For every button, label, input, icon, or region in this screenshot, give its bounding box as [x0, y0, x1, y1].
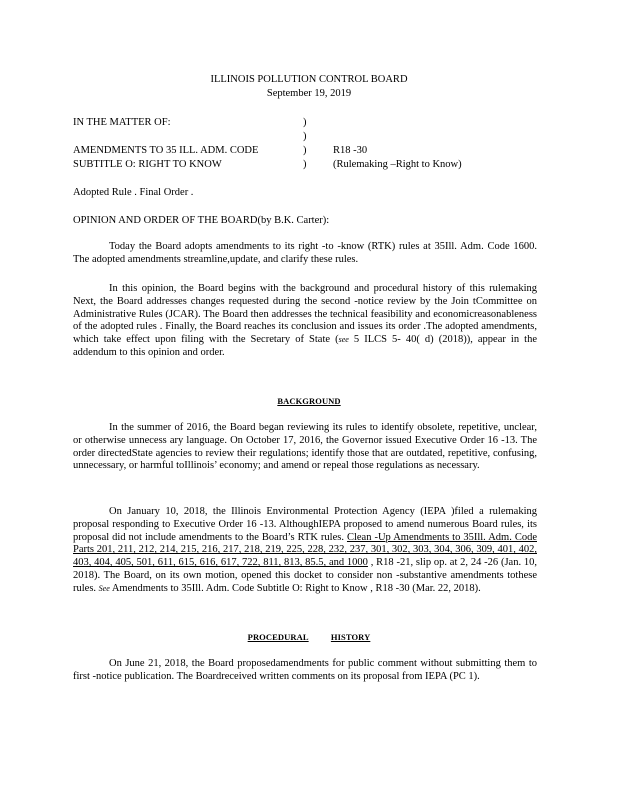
caption-paren: ): [303, 131, 307, 142]
see-signal: See: [98, 583, 110, 593]
paragraph-text: , R18 -21, slip op. at 2, 24 -26 (Jan. 10, 2018). The Board, on its own motion, opened this docket to consider non -substantive amendments tothese rules.: [73, 557, 537, 594]
caption-matter: IN THE MATTER OF:: [73, 117, 171, 128]
paragraph: In the summer of 2016, the Board began reviewing its rules to identify obsolete, repetitive, unclear, or otherwise unnecess ary language. On October 17, 2016, the Governor issued Executive Order 16 -13. The order directedState agencies to review their regulations; identify those that are outdated, repetitive, confusing, unnecessary, or harmful toIllinois’ economy; and amend or repeal those regulations as necessary.: [73, 422, 537, 472]
heading-text: PROCEDURAL: [247, 632, 309, 642]
caption-subtitle: SUBTITLE O: RIGHT TO KNOW: [73, 159, 222, 170]
caption-amendments: AMENDMENTS TO 35 ILL. ADM. CODE: [73, 145, 259, 156]
caption-paren: ): [303, 145, 307, 156]
order-date: September 19, 2019: [266, 88, 352, 99]
paragraph: [73, 283, 537, 360]
docket-number: R18 -30: [333, 145, 368, 156]
caption-paren: ): [303, 117, 307, 128]
paragraph-text: In this opinion, the Board begins with the background and procedural history of this rulemaking Next, the Board addresses changes requested during the second -notice review by the Join tCommittee on Administrative Rules (JCAR). The Board then addresses the technical feasibility and economicreasonableness of the adopted rules . Finally, the Board reaches its conclusion and issues its order .The adopted amendments, which take effect upon filing with the Secretary of State (: [73, 283, 537, 346]
docket-type: (Rulemaking –Right to Know): [333, 159, 462, 170]
adopted-rule-line: Adopted Rule . Final Order .: [73, 187, 194, 198]
opinion-title: OPINION AND ORDER OF THE BOARD(by B.K. Carter):: [73, 215, 330, 226]
paragraph: On June 21, 2018, the Board proposedamendments for public comment without submitting them to first -notice publication. The Boardreceived written comments on its proposal from IEPA (PC 1).: [73, 658, 537, 682]
paragraph-text: On January 10, 2018, the Illinois Environmental Protection Agency (IEPA )filed a rulemaking proposal responding to Executive Order 16 -13. AlthoughIEPA proposed to amend numerous Board rules, its proposal did not include amendments to the Board’s RTK rules.: [73, 506, 537, 543]
heading-text: HISTORY: [330, 632, 371, 642]
paragraph: Today the Board adopts amendments to its right -to -know (RTK) rules at 35Ill. Adm. Code 1600. The adopted amendments streamline,update, and clarify these rules.: [73, 241, 537, 265]
see-signal: see: [338, 335, 349, 345]
section-heading-procedural-history: [0, 632, 618, 642]
section-heading-background: [0, 396, 618, 406]
paragraph-text: 5 ILCS 5- 40( d) (2018)), appear in the addendum to this opinion and order.: [73, 334, 537, 358]
cited-case-title: Clean -Up Amendments to 35Ill. Adm. Code Parts 201, 211, 212, 214, 215, 216, 217, 218, 219, 225, 228, 232, 237, 301, 302, 303, 304, 306, 309, 401, 402, 403, 404, 405, 501, 611, 615, 616, 617, 722, 811, 813, 85.5, and 1000: [73, 531, 537, 569]
caption-paren: ): [303, 159, 307, 170]
heading-text: BACKGROUND: [277, 396, 341, 406]
paragraph: [73, 506, 537, 596]
paragraph-text: Amendments to 35Ill. Adm. Code Subtitle O: Right to Know , R18 -30 (Mar. 22, 2018).: [109, 582, 481, 594]
board-name: ILLINOIS POLLUTION CONTROL BOARD: [210, 74, 408, 85]
